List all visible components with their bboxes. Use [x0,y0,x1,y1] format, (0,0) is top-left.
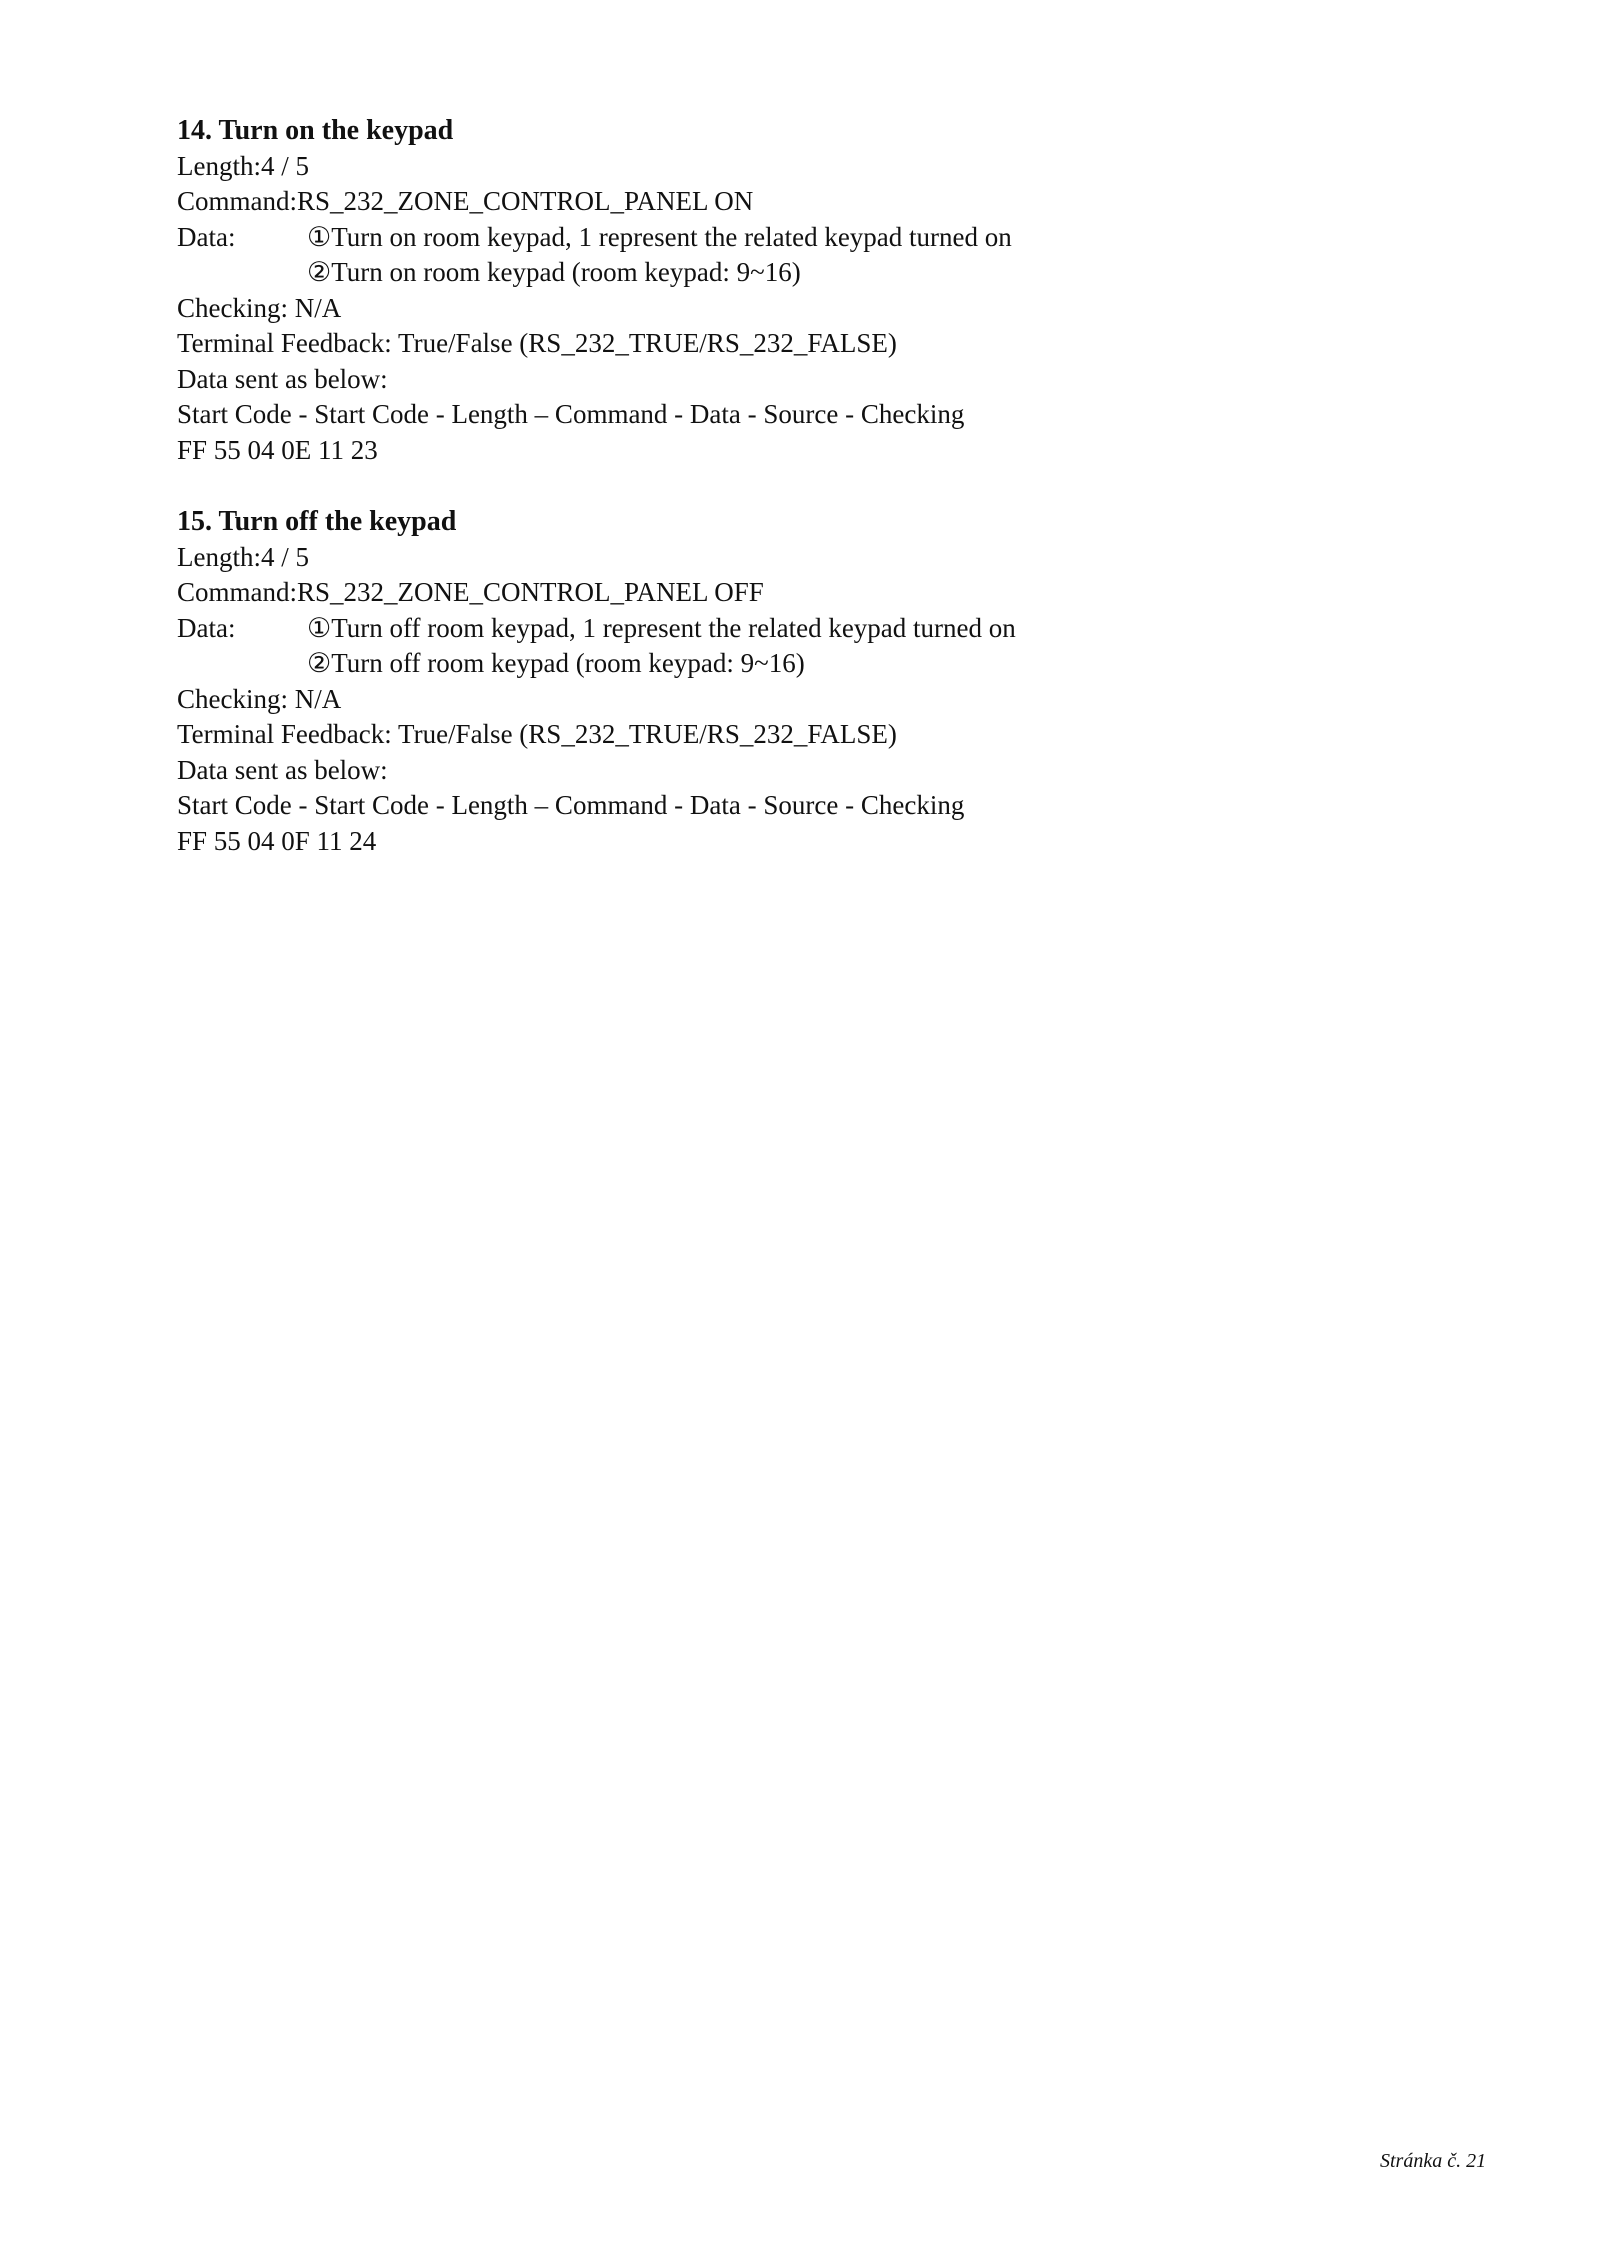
page-number-footer: Stránka č. 21 [1380,2150,1487,2172]
data-item-1: ①Turn off room keypad, 1 represent the related keypad turned on [307,612,1016,643]
document-page [177,113,1477,859]
bytes-line: FF 55 04 0F 11 24 [177,825,377,856]
bytes-line: FF 55 04 0E 11 23 [177,434,378,465]
checking-line: Checking: N/A [177,683,342,714]
length-line: Length:4 / 5 [177,541,309,572]
command-line: Command:RS_232_ZONE_CONTROL_PANEL OFF [177,577,764,607]
data-item-2: ②Turn off room keypad (room keypad: 9~16) [307,648,805,678]
format-line: Start Code - Start Code - Length – Command - Data - Source - Checking [177,790,965,820]
checking-line: Checking: N/A [177,292,342,323]
section-turn-off-keypad [177,504,1477,859]
feedback-line: Terminal Feedback: True/False (RS_232_TRUE/RS_232_FALSE) [177,719,897,749]
data-row [177,220,1477,256]
data-item-2: ②Turn on room keypad (room keypad: 9~16) [307,257,801,287]
data-item-1: ①Turn on room keypad, 1 represent the related keypad turned on [307,221,1012,252]
data-row [177,611,1477,647]
section-heading: 15. Turn off the keypad [177,506,457,537]
section-heading: 14. Turn on the keypad [177,115,454,146]
feedback-line: Terminal Feedback: True/False (RS_232_TRUE/RS_232_FALSE) [177,328,897,358]
length-line: Length:4 / 5 [177,150,309,181]
data-label: Data: [177,612,236,643]
section-turn-on-keypad [177,113,1477,468]
sent-as-line: Data sent as below: [177,363,388,394]
data-label: Data: [177,221,236,252]
command-line: Command:RS_232_ZONE_CONTROL_PANEL ON [177,186,754,216]
sent-as-line: Data sent as below: [177,754,388,785]
format-line: Start Code - Start Code - Length – Command - Data - Source - Checking [177,399,965,429]
